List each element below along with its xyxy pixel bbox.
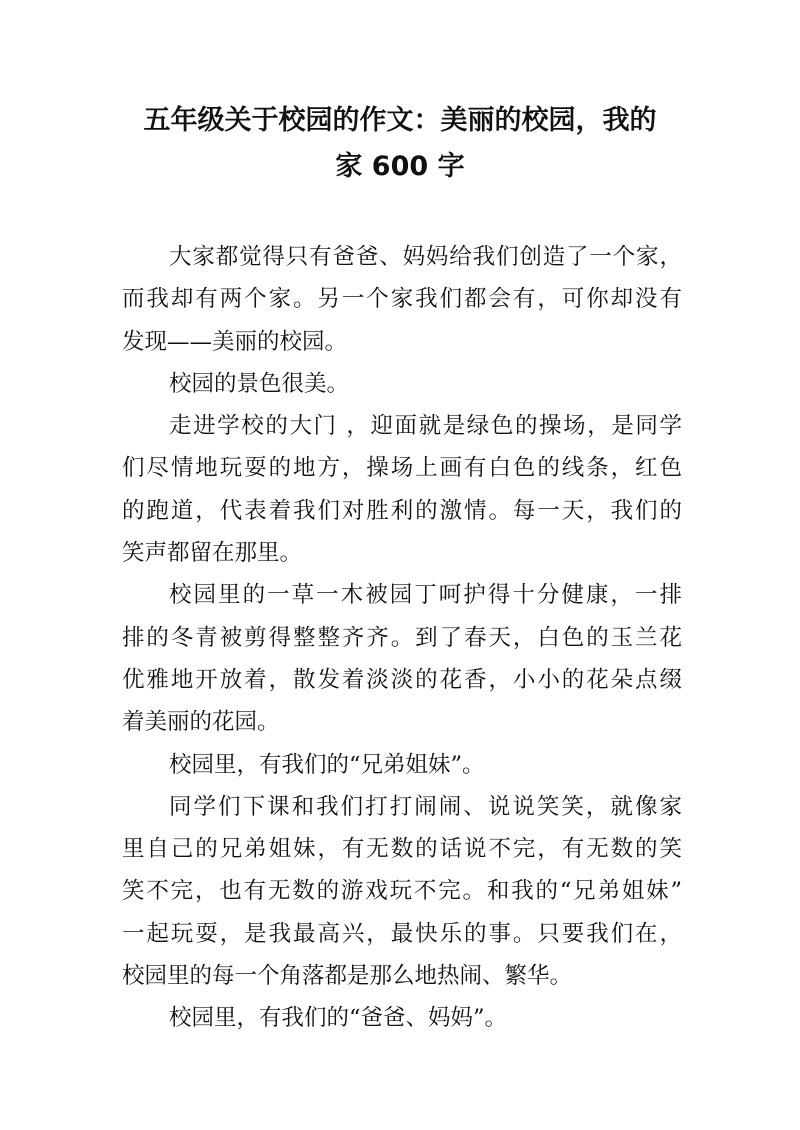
text-line: 笑不完，也有无数的游戏玩不完。和我的“兄弟姐妹” xyxy=(122,878,682,905)
text-line: 校园里的每一个角落都是那么地热闹、繁华。 xyxy=(122,963,573,990)
text-line: 同学们下课和我们打打闹闹、说说笑笑，就像家 xyxy=(169,793,682,820)
text-line: 校园里的一草一木被园丁呵护得十分健康，一排 xyxy=(169,582,682,609)
text-line: 校园里，有我们的“兄弟姐妹”。 xyxy=(169,751,485,778)
text-line: 一起玩耍，是我最高兴，最快乐的事。只要我们在， xyxy=(122,920,682,947)
text-line: 着美丽的花园。 xyxy=(122,709,280,736)
text-line: 走进学校的大门 ，迎面就是绿色的操场，是同学 xyxy=(169,413,682,440)
text-line: 们尽情地玩耍的地方，操场上画有白色的线条，红色 xyxy=(122,455,682,482)
text-line: 排的冬青被剪得整整齐齐。到了春天，白色的玉兰花 xyxy=(122,624,682,651)
essay-body xyxy=(122,236,682,1040)
text-line: 而我却有两个家。另一个家我们都会有，可你却没有 xyxy=(122,286,682,313)
text-line: 校园里，有我们的“爸爸、妈妈”。 xyxy=(169,1005,508,1032)
text-line: 笑声都留在那里。 xyxy=(122,540,303,567)
text-line: 发现——美丽的校园。 xyxy=(122,328,348,355)
title-line-2: 家 600 字 xyxy=(335,151,465,182)
text-line: 优雅地开放着，散发着淡淡的花香，小小的花朵点缀 xyxy=(122,666,682,693)
title-line-1: 五年级关于校园的作文：美丽的校园，我的 xyxy=(143,105,657,136)
essay-title xyxy=(100,98,700,190)
text-line: 校园的景色很美。 xyxy=(169,370,350,397)
text-line: 的跑道，代表着我们对胜利的激情。每一天，我们的 xyxy=(122,497,682,524)
text-line: 大家都觉得只有爸爸、妈妈给我们创造了一个家， xyxy=(169,244,682,270)
text-line: 里自己的兄弟姐妹，有无数的话说不完，有无数的笑 xyxy=(122,836,682,863)
